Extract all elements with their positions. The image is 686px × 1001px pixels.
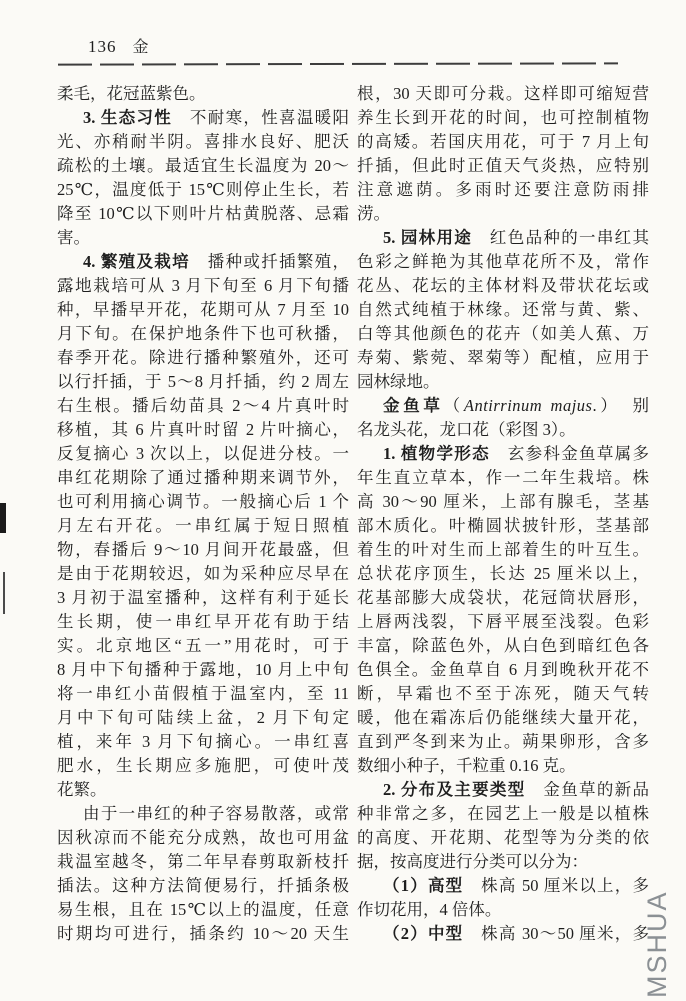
text-line — [57, 154, 349, 178]
body-text: 花繁。 — [57, 780, 107, 799]
text-line — [357, 154, 649, 178]
body-text: 白等其他颜色的花卉（如美人蕉、万 — [357, 324, 649, 343]
text-line — [357, 514, 649, 538]
text-line — [357, 562, 649, 586]
body-text: 色彩之鲜艳为其他草花所不及，常作 — [357, 252, 649, 271]
text-line — [357, 682, 649, 706]
text-line — [57, 898, 349, 922]
body-text: 移植，其 6 片真叶时留 2 片叶摘心， — [57, 420, 349, 439]
page-header — [88, 34, 150, 57]
text-line — [357, 658, 649, 682]
body-text: 高 30～90 厘米，上部有腺毛，茎基 — [357, 492, 649, 511]
scan-artifact-mark — [0, 503, 6, 533]
body-text: 名龙头花，龙口花（彩图 3）。 — [357, 420, 576, 439]
text-line — [57, 658, 349, 682]
body-text: 直到严冬到来为止。蒴果卵形，含多 — [357, 732, 649, 751]
text-line — [357, 754, 649, 778]
text-line — [57, 418, 349, 442]
body-text: 串红花期除了通过播种期来调节外， — [57, 468, 349, 487]
text-line — [357, 298, 649, 322]
text-line — [357, 226, 649, 250]
text-line — [57, 322, 349, 346]
text-line — [357, 370, 649, 394]
body-text: 植，来年 3 月下旬摘心。一串红喜 — [57, 732, 349, 751]
body-text: 3 月初于温室播种，这样有利于延长 — [57, 588, 349, 607]
body-text: 时期均可进行，插条约 10～20 天生 — [57, 924, 349, 943]
body-text: 据，按高度进行分类可以分为： — [357, 852, 588, 871]
body-text: 是由于花期较迟，如为采种应尽早在 — [57, 564, 349, 583]
body-text: 种，早播早开花，花期可从 7 月至 10 — [57, 300, 349, 319]
text-line — [57, 538, 349, 562]
text-line — [357, 778, 649, 802]
body-text: 总状花序顶生，长达 25 厘米以上， — [357, 564, 649, 583]
text-line — [57, 682, 349, 706]
body-text: 涝。 — [357, 204, 390, 223]
text-line — [357, 82, 649, 106]
body-text: 上唇两浅裂，下唇平展至浅裂。色彩 — [357, 612, 649, 631]
text-line — [57, 850, 349, 874]
body-text: 的高矮。若国庆用花，可于 7 月上旬 — [357, 132, 649, 151]
text-line — [357, 322, 649, 346]
text-line — [57, 394, 349, 418]
text-line — [57, 778, 349, 802]
body-text: 金鱼草的新品 — [525, 780, 649, 799]
body-text: 年生直立草本，作一二年生栽培。株 — [357, 468, 649, 487]
text-line — [57, 826, 349, 850]
watermark: MSHUA — [642, 890, 672, 998]
body-text: 物，春播后 9～10 月间开花最盛，但 — [57, 540, 349, 559]
body-text: 不耐寒，性喜温暖阳 — [172, 108, 349, 127]
body-text: 8 月中下旬播种于露地，10 月上中旬 — [57, 660, 349, 679]
text-line — [57, 874, 349, 898]
heading-text: 4. 繁殖及栽培 — [83, 252, 190, 271]
text-line — [57, 442, 349, 466]
text-line — [57, 82, 349, 106]
body-text: 养生长到开花的时间，也可控制植物 — [357, 108, 649, 127]
body-text: 着生的叶对生而上部着生的叶互生。 — [357, 540, 649, 559]
body-text: 寿菊、紫菀、翠菊等）配植，应用于 — [357, 348, 649, 367]
heading-text: 3. 生态习性 — [83, 108, 173, 127]
text-line — [357, 922, 649, 946]
text-line — [357, 610, 649, 634]
body-text: 栽温室越冬，第二年早春剪取新枝扦 — [57, 852, 349, 871]
text-line — [57, 466, 349, 490]
body-text: 月下旬。在保护地条件下也可秋播， — [57, 324, 349, 343]
text-line — [357, 346, 649, 370]
text-line — [357, 490, 649, 514]
body-text: 断，早霜也不至于冻死，随天气转 — [357, 684, 649, 703]
text-line — [357, 418, 649, 442]
text-line — [57, 346, 349, 370]
text-line — [57, 274, 349, 298]
text-line — [57, 202, 349, 226]
text-line — [57, 754, 349, 778]
text-line — [357, 850, 649, 874]
body-text: .） — [592, 396, 613, 415]
text-line — [357, 466, 649, 490]
body-text: 别 — [612, 396, 649, 415]
body-text: 种非常之多，在园艺上一般是以植株 — [357, 804, 649, 823]
body-text: 柔毛，花冠蓝紫色。 — [57, 84, 206, 103]
body-text: 疏松的土壤。最适宜生长温度为 20～ — [57, 156, 349, 175]
text-line — [357, 202, 649, 226]
body-text: 反复摘心 3 次以上，以促进分枝。一 — [57, 444, 349, 463]
text-line — [357, 826, 649, 850]
body-text: 25℃，温度低于 15℃则停止生长，若 — [57, 180, 349, 199]
text-line — [357, 442, 649, 466]
body-text: 右生根。播后幼苗具 2～4 片真叶时 — [57, 396, 349, 415]
text-line — [357, 586, 649, 610]
body-text: 注意遮荫。多雨时还要注意防雨排 — [357, 180, 649, 199]
heading-text: 1. 植物学形态 — [383, 444, 490, 463]
text-line — [57, 178, 349, 202]
heading-text: （1）高型 — [383, 876, 464, 895]
text-line — [357, 706, 649, 730]
text-line — [357, 178, 649, 202]
body-text: 自然式纯植于林缘。还常与黄、紫、 — [357, 300, 649, 319]
column-left — [57, 82, 349, 946]
column-right — [357, 82, 649, 946]
page-number: 136 — [88, 37, 117, 56]
text-line — [357, 250, 649, 274]
text-line — [357, 874, 649, 898]
body-text: 由于一串红的种子容易散落，或常 — [83, 804, 349, 823]
text-line — [357, 802, 649, 826]
text-line — [357, 274, 649, 298]
text-line — [57, 370, 349, 394]
text-line — [357, 730, 649, 754]
body-text: 色俱全。金鱼草自 6 月到晚秋开花不 — [357, 660, 649, 679]
text-line — [57, 106, 349, 130]
latin-name: Antirrinum majus — [463, 396, 593, 415]
body-text: （ — [443, 396, 464, 415]
text-line — [57, 706, 349, 730]
body-text: 生长期，使一串红早开花有助于结 — [57, 612, 349, 631]
heading-text: 5. 园林用途 — [383, 228, 473, 247]
body-text: 根，30 天即可分栽。这样即可缩短营 — [357, 84, 649, 103]
section-char: 金 — [132, 39, 150, 56]
text-line — [57, 226, 349, 250]
text-line — [357, 634, 649, 658]
body-text: 将一串红小苗假植于温室内，至 11 — [57, 684, 349, 703]
text-line — [57, 730, 349, 754]
text-line — [57, 922, 349, 946]
body-text: 以行扦插，于 5～8 月扦插，约 2 周左 — [57, 372, 349, 391]
text-line — [57, 802, 349, 826]
body-text: 露地栽培可从 3 月下旬至 6 月下旬播 — [57, 276, 349, 295]
body-text: 实。北京地区“五一”用花时，可于 — [57, 636, 349, 655]
body-text: 数细小种子，千粒重 0.16 克。 — [357, 756, 576, 775]
text-line — [57, 562, 349, 586]
heading-text: （2）中型 — [383, 924, 464, 943]
body-text: 也可利用摘心调节。一般摘心后 1 个 — [57, 492, 349, 511]
body-text: 播种或扦插繁殖， — [189, 252, 349, 271]
body-text: 春季开花。除进行播种繁殖外，还可 — [57, 348, 349, 367]
body-text: 降至 10℃以下则叶片枯黄脱落、忌霜 — [57, 204, 349, 223]
body-text: 园林绿地。 — [357, 372, 440, 391]
text-line — [57, 610, 349, 634]
body-text: 光、亦稍耐半阴。喜排水良好、肥沃 — [57, 132, 349, 151]
body-text: 的高度、开花期、花型等为分类的依 — [357, 828, 649, 847]
heading-text: 2. 分布及主要类型 — [383, 780, 526, 799]
body-text: 害。 — [57, 228, 90, 247]
body-text: 易生根，且在 15℃以上的温度，任意 — [57, 900, 349, 919]
body-text: 作切花用，4 倍体。 — [357, 900, 502, 919]
body-text: 月中下旬可陆续上盆，2 月下旬定 — [57, 708, 349, 727]
body-text: 株高 30～50 厘米，多 — [463, 924, 649, 943]
text-line — [357, 394, 649, 418]
text-line — [57, 634, 349, 658]
body-text: 扦插，但此时正值天气炎热，应特别 — [357, 156, 649, 175]
body-text: 月左右开花。一串红属于短日照植 — [57, 516, 349, 535]
text-line — [57, 490, 349, 514]
body-text: 暖，他在霜冻后仍能继续大量开花， — [357, 708, 649, 727]
body-text: 丰富，除蓝色外，从白色到暗红色各 — [357, 636, 649, 655]
body-text: 玄参科金鱼草属多 — [489, 444, 649, 463]
body-text: 花丛、花坛的主体材料及带状花坛或 — [357, 276, 649, 295]
heading-text: 金鱼草 — [383, 396, 444, 415]
body-text: 花基部膨大成袋状，花冠筒状唇形， — [357, 588, 649, 607]
body-text: 肥水，生长期应多施肥，可使叶茂 — [57, 756, 349, 775]
text-line — [57, 130, 349, 154]
body-text: 红色品种的一串红其 — [472, 228, 649, 247]
text-line — [357, 538, 649, 562]
text-line — [357, 130, 649, 154]
scan-artifact-mark — [3, 572, 5, 614]
text-line — [357, 898, 649, 922]
body-text: 插法。这种方法简便易行，扦插条极 — [57, 876, 349, 895]
body-text: 株高 50 厘米以上，多 — [463, 876, 649, 895]
text-line — [57, 586, 349, 610]
text-line — [57, 514, 349, 538]
body-text: 因秋凉而不能充分成熟，故也可用盆 — [57, 828, 349, 847]
header-rule — [58, 62, 618, 65]
body-text: 部木质化。叶椭圆状披针形，茎基部 — [357, 516, 649, 535]
text-line — [357, 106, 649, 130]
text-line — [57, 298, 349, 322]
text-line — [57, 250, 349, 274]
